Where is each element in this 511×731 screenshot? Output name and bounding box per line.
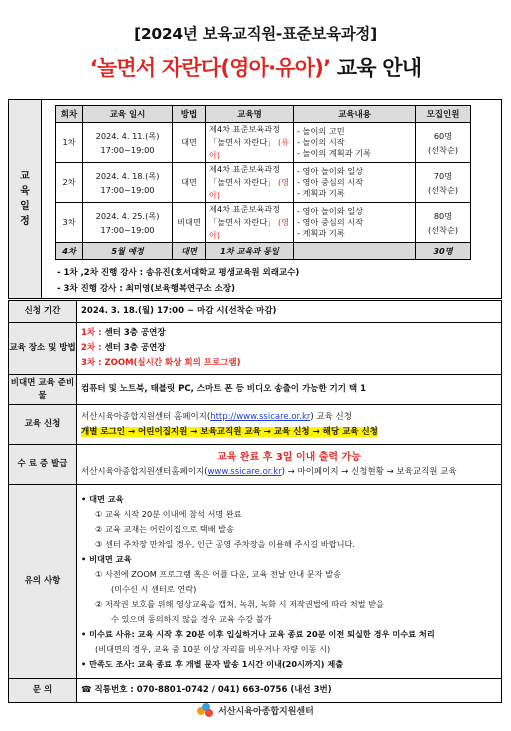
schedule-section <box>8 99 502 299</box>
note-line: (비대면의 경우, 교육 중 10분 이상 자리를 비우거나 자량 이동 시) <box>95 643 331 654</box>
header-round: 회차 <box>56 106 83 123</box>
note-line: ① 사전에 ZOOM 프로그램 혹은 어플 다운, 교육 전날 안내 문자 발송 <box>95 568 342 579</box>
table-row <box>56 243 471 260</box>
cert-value: 교육 완료 후 3일 이내 출력 가능 서산시육아종합지원센터홈페이지(www.ssicare.or.kr) → 마이페이지 → 신청현황 → 보육교직원 교육 <box>77 445 502 485</box>
schedule-side-label: 교 육 일 정 <box>9 100 42 298</box>
course-name-cell: 제4차 표준보육과정 「놀면서 자란다」 (영아) <box>206 203 294 243</box>
title-program-name: ‘놀면서 자란다(영아·유아)’ <box>89 56 331 80</box>
method-cell: 대면 <box>173 243 206 260</box>
schedule-header-row <box>56 106 471 123</box>
period-row <box>9 301 502 323</box>
round-cell: 1차 <box>56 123 83 163</box>
note-line: • 대면 교육 <box>81 493 124 504</box>
title-line1: [2024년 보육교직원-표준보육과정] <box>134 25 377 43</box>
table-row <box>56 123 471 163</box>
place-row <box>9 323 502 375</box>
course-name-cell: 제4차 표준보육과정 「놀면서 자란다」 (영아) <box>206 163 294 203</box>
lecturer-line: - 3차 진행 강사 : 최미영(보육행복연구소 소장) <box>57 284 235 294</box>
quota-cell: 70명 (선착순) <box>416 163 471 203</box>
contents-cell: - 놀이의 고민 - 놀이의 시작 - 놀이의 계획과 기록 <box>294 123 416 163</box>
date-cell: 5월 예정 <box>83 243 173 260</box>
contents-cell <box>294 243 416 260</box>
course-name-cell: 1차 교육과 동일 <box>206 243 294 260</box>
date-cell: 2024. 4. 18.(목) 17:00~19:00 <box>83 163 173 203</box>
info-table <box>8 300 502 703</box>
table-row <box>56 203 471 243</box>
center-logo-icon <box>197 703 213 717</box>
apply-row <box>9 405 502 445</box>
period-label: 신청 기간 <box>9 301 77 323</box>
contact-value: ☎ 직통번호 : 070-8801-0742 / 041) 663-0756 (내선 3번) <box>77 679 502 703</box>
header-date: 교육 일시 <box>83 106 173 123</box>
place-label: 교육 장소 및 방법 <box>9 323 77 375</box>
contents-cell: - 영아 놀이와 일상 - 영아 중심의 시작 - 계획과 기록 <box>294 163 416 203</box>
contents-cell: - 영아 놀이와 일상 - 영아 중심의 시작 - 계획과 기록 <box>294 203 416 243</box>
apply-steps: 개별 로그인 → 어린이집지원 → 보육교직원 교육 → 교육 신청 → 해당 교육 신청 <box>81 426 378 437</box>
header-quota: 모집인원 <box>416 106 471 123</box>
date-cell: 2024. 4. 25.(목) 17:00~19:00 <box>83 203 173 243</box>
table-row <box>56 163 471 203</box>
notes-value <box>77 485 502 679</box>
prep-value: 컴퓨터 및 노트북, 태블릿 PC, 스마트 폰 등 비디오 송출이 가능한 기기 택 1 <box>77 375 502 405</box>
period-value: 2024. 3. 18.(월) 17:00 ~ 마감 시(선착순 마감) <box>77 301 502 323</box>
round-cell: 3차 <box>56 203 83 243</box>
prep-label: 비대면 교육 준비물 <box>9 375 77 405</box>
date-cell: 2024. 4. 11.(목) 17:00~19:00 <box>83 123 173 163</box>
notes-label: 유의 사항 <box>9 485 77 679</box>
round-cell: 4차 <box>56 243 83 260</box>
notes-row <box>9 485 502 679</box>
cert-homepage-link[interactable]: www.ssicare.or.kr <box>207 466 282 477</box>
note-line: • 비대면 교육 <box>81 553 132 564</box>
note-line: 수 있으며 동의하지 않을 경우 교육 수강 불가 <box>111 613 272 624</box>
place-value: 1차 : 센터 3층 공연장 2차 : 센터 3층 공연장 3차 : ZOOM(실시간 화상 회의 프로그램) <box>77 323 502 375</box>
cert-label: 수 료 증 발급 <box>9 445 77 485</box>
apply-label: 교육 신청 <box>9 405 77 445</box>
header-contents: 교육내용 <box>294 106 416 123</box>
quota-cell: 30명 <box>416 243 471 260</box>
footer <box>0 703 511 717</box>
method-cell: 대면 <box>173 163 206 203</box>
header-name: 교육명 <box>206 106 294 123</box>
apply-value: 서산시육아종합지원센터 홈페이지(http://www.ssicare.or.kr) 교육 신청 개별 로그인 → 어린이집지원 → 보육교직원 교육 → 교육 신청 → 해당 교육 신청 <box>77 405 502 445</box>
quota-cell: 60명 (선착순) <box>416 123 471 163</box>
cert-row <box>9 445 502 485</box>
header-method: 방법 <box>173 106 206 123</box>
method-cell: 비대면 <box>173 203 206 243</box>
homepage-link[interactable]: http://www.ssicare.or.kr <box>210 411 311 422</box>
note-line: ② 저작권 보호를 위해 영상교육을 캡쳐, 녹취, 녹화 시 저작권법에 따라 처벌 받을 <box>95 598 384 609</box>
contact-label: 문 의 <box>9 679 77 703</box>
page-title <box>0 52 511 82</box>
title-suffix: 교육 안내 <box>330 56 422 80</box>
note-line: ① 교육 시작 20분 이내에 참석 서명 완료 <box>95 508 242 519</box>
method-cell: 대면 <box>173 123 206 163</box>
prep-row <box>9 375 502 405</box>
quota-cell: 80명 (선착순) <box>416 203 471 243</box>
note-line: • 만족도 조사: 교육 종료 후 개별 문자 발송 1시간 이내(20시까지) 제출 <box>81 658 344 669</box>
note-line: • 미수료 사유: 교육 시작 후 20분 이후 입실하거나 교육 종료 20분 이전 퇴실한 경우 미수료 처리 <box>81 628 435 639</box>
schedule-table <box>55 105 471 260</box>
note-line: ② 교육 교재는 어린이집으로 택배 발송 <box>95 523 234 534</box>
lecturer-line: - 1차 ,2차 진행 강사 : 송유진(호서대학교 평생교육원 외래교수) <box>57 268 300 278</box>
note-line: (미수신 시 센터로 연락) <box>111 583 197 594</box>
round-cell: 2차 <box>56 163 83 203</box>
footer-org-name: 서산시육아종합지원센터 <box>218 706 314 717</box>
course-name-cell: 제4차 표준보육과정 「놀면서 자란다」 (유아) <box>206 123 294 163</box>
note-line: ③ 센터 주차장 만차일 경우, 인근 공영 주차장을 이용해 주시길 바랍니다. <box>95 538 356 549</box>
contact-row <box>9 679 502 703</box>
